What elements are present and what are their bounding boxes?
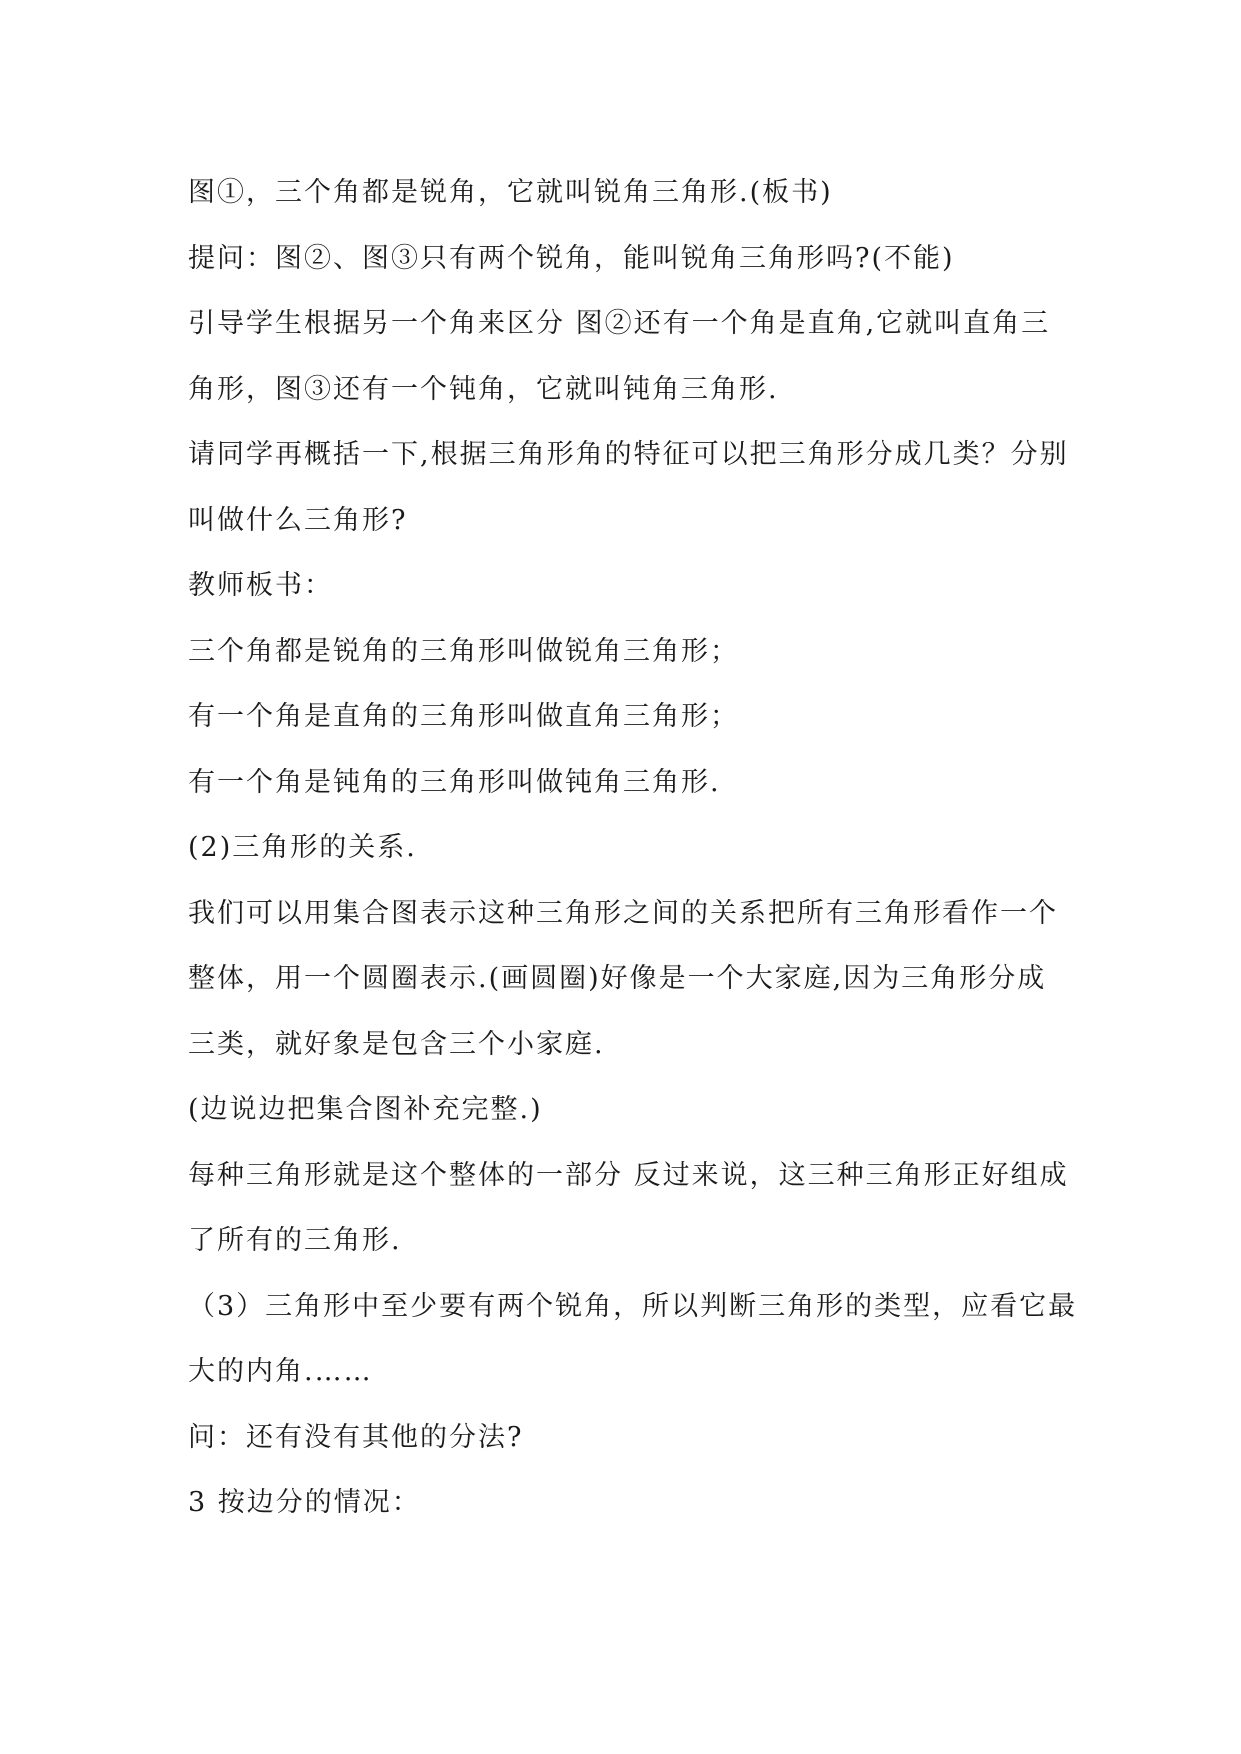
text-line: 角形，图③还有一个钝角，它就叫钝角三角形.	[188, 373, 779, 405]
text-line: （3）三角形中至少要有两个锐角，所以判断三角形的类型，应看它最	[188, 1290, 1078, 1322]
text-line: 提问：图②、图③只有两个锐角，能叫锐角三角形吗?(不能)	[188, 242, 955, 274]
text-line: 有一个角是钝角的三角形叫做钝角三角形.	[188, 766, 721, 798]
text-line: 三个角都是锐角的三角形叫做锐角三角形；	[188, 635, 739, 667]
text-line: 每种三角形就是这个整体的一部分 反过来说，这三种三角形正好组成	[188, 1159, 1069, 1191]
text-line: (2)三角形的关系.	[188, 832, 417, 863]
text-line: 问：还有没有其他的分法?	[188, 1421, 524, 1453]
text-line: 图①，三个角都是锐角，它就叫锐角三角形.(板书)	[188, 177, 833, 208]
text-line: 三类，就好象是包含三个小家庭.	[188, 1028, 605, 1060]
text-line: 整体，用一个圆圈表示.(画圆圈)好像是一个大家庭,因为三角形分成	[188, 963, 1047, 994]
text-line: 了所有的三角形.	[188, 1225, 402, 1256]
text-line: 引导学生根据另一个角来区分 图②还有一个角是直角,它就叫直角三	[188, 308, 1051, 339]
text-line: 请同学再概括一下,根据三角形角的特征可以把三角形分成几类？分别	[188, 439, 1069, 470]
text-line: 大的内角.……	[188, 1356, 373, 1387]
document-body	[188, 160, 1088, 1536]
text-line: (边说边把集合图补充完整.)	[188, 1094, 543, 1125]
text-line: 教师板书：	[188, 570, 333, 601]
text-line: 叫做什么三角形?	[188, 504, 408, 536]
text-line: 3 按边分的情况：	[188, 1487, 421, 1518]
text-line: 有一个角是直角的三角形叫做直角三角形；	[188, 701, 739, 732]
text-line: 我们可以用集合图表示这种三角形之间的关系把所有三角形看作一个	[188, 897, 1058, 929]
